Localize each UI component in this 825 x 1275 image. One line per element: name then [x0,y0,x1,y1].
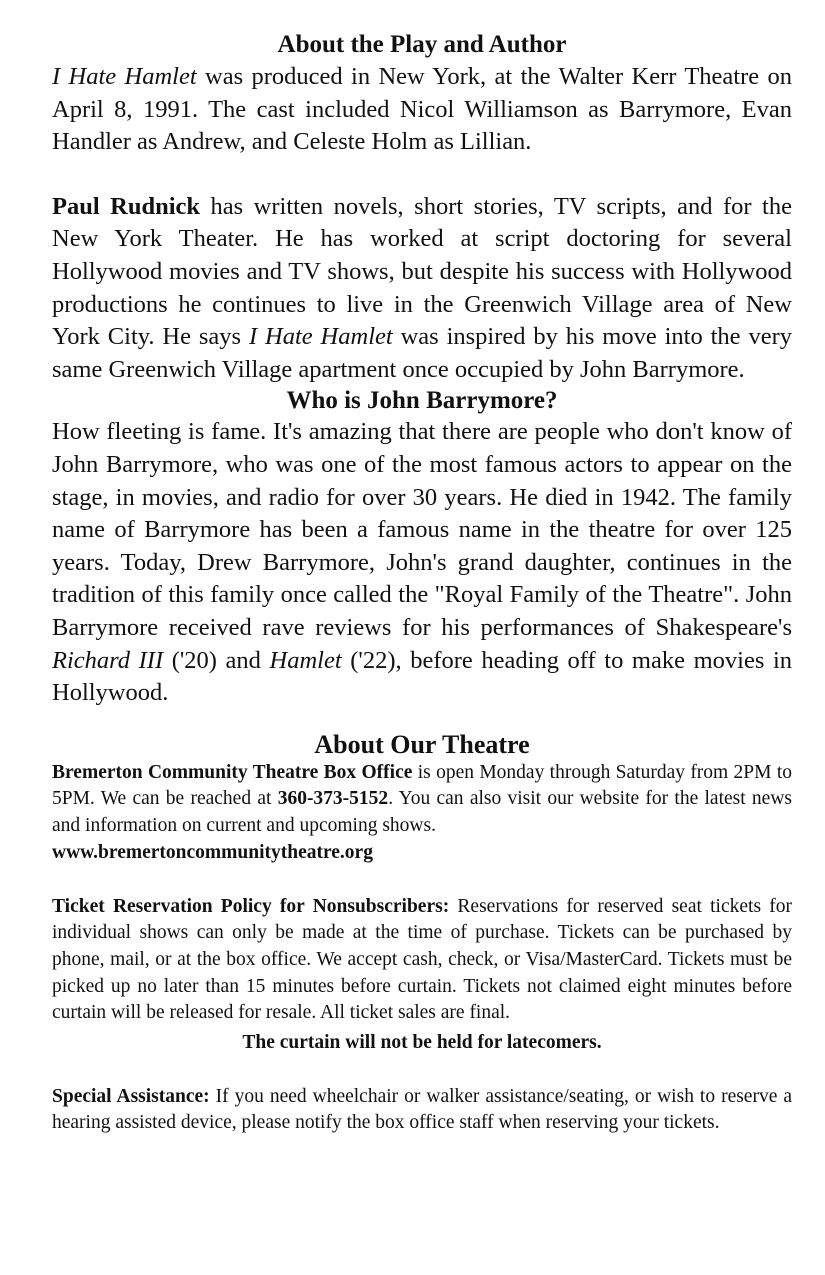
barrymore-paragraph: How fleeting is fame. It's amazing that there are people who don't know of John Barrymore, who was one of the most famous actors to appear on the stage, in movies, and radio for over 30 years. He died in 1942. The family name of Barrymore has been a famous name in the theatre for over 125 years. Today, Drew Barrymore, John's grand daughter, continues in the tradition of this family once called the "Royal Family of the Theatre". John Barrymore received rave reviews for his performances of Shakespeare's Richard III ('20) and Hamlet ('22), before heading off to make movies in Hollywood. [52,418,793,707]
author-paragraph: Paul Rudnick has written novels, short stories, TV scripts, and for the New York Theater. He has worked at script doctoring for several Hollywood movies and TV shows, but despite his success with Hollywood productions he continues to live in the Greenwich Village area of New York City. He says I Hate Hamlet was inspired by his move into the very same Greenwich Village apartment once occupied by John Barrymore. [52,192,792,383]
author-name: Paul Rudnick [52,192,201,220]
box-office-paragraph: Bremerton Community Theatre Box Office is open Monday through Saturday from 2PM to 5PM. We can be reached at 360-373-5152. You can also visit our website for the latest news and information on current and upcoming shows. www.bremertoncommunitytheatre.org [52,761,792,863]
play-title: I Hate Hamlet [52,63,197,90]
website-link[interactable]: www.bremertoncommunitytheatre.org [52,841,373,863]
play-production-paragraph: I Hate Hamlet was produced in New York, at the Walter Kerr Theatre on April 8, 1991. The cast included Nicol Williamson as Barrymore, Evan Handler as Andrew, and Celeste Holm as Lillian. [52,63,792,156]
ticket-policy-paragraph: Ticket Reservation Policy for Nonsubscribers: Reservations for reserved seat tickets for individual shows can only be made at the time of purchase. Tickets can be purchased by phone, mail, or at the box office. We accept cash, check, or Visa/MasterCard. Tickets must be picked up no later than 15 minutes before curtain. Tickets not claimed eight minutes before curtain will be released for resale. All ticket sales are final. [52,895,792,1024]
phone-number: 360-373-5152 [277,788,389,810]
curtain-note: The curtain will not be held for latecomers. [242,1032,602,1054]
special-assistance-paragraph: Special Assistance: If you need wheelchair or walker assistance/seating, or wish to reserve a hearing assisted device, please notify the box office staff when reserving your tickets. [52,1085,792,1134]
barrymore-heading: Who is John Barrymore? [286,387,558,415]
about-play-heading: About the Play and Author [277,31,567,58]
program-page [52,0,792,1137]
about-theatre-heading: About Our Theatre [314,729,530,759]
